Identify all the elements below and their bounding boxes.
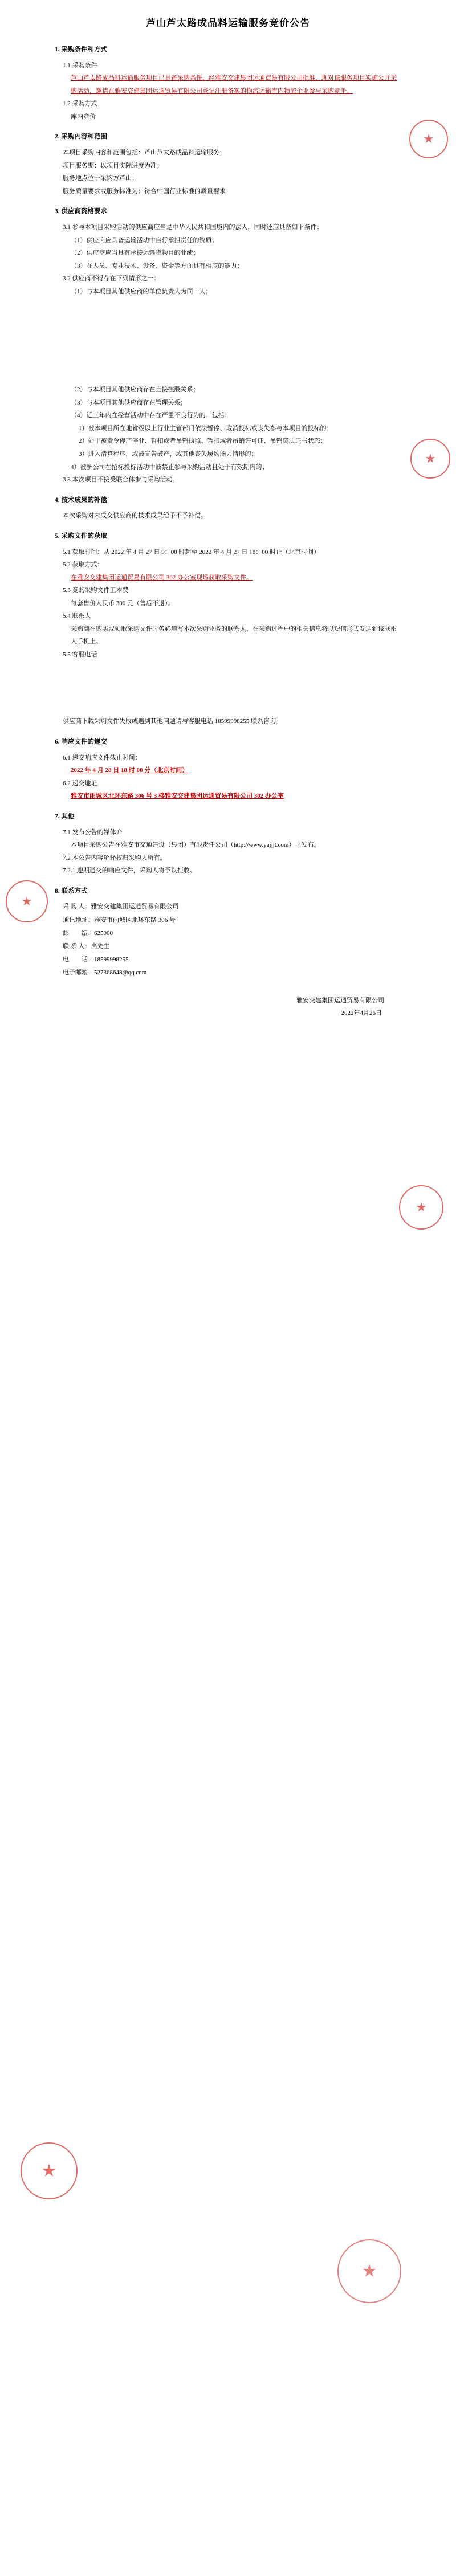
section-item: 2）处于被责令停产停业、暂扣或者吊销执照、暂扣或者吊销许可证、吊销资质证书状态； [79,438,327,445]
contact-email: 电子邮箱：527368648@qq.com [63,969,147,976]
section-item: 5.5 客服电话 [63,651,97,658]
section-heading: 1. 采购条件和方式 [55,46,107,53]
section-scope [55,131,401,198]
contact-postcode: 邮 编：625000 [63,929,113,937]
section-item: （2）供应商应当具有承接运输货物目的业绩； [71,250,199,257]
section-procurement-conditions [55,44,401,123]
submission-address: 雅安市雨城区北环东路 306 号 3 楼雅安交建集团运通贸易有限公司 302 办公室 [71,793,284,800]
section-item: 1.2 采购方式 [63,100,97,108]
section-item: 5.4 联系人 [63,613,91,620]
section-heading: 4. 技术成果的补偿 [55,496,107,504]
section-item: 项目服务期：以项目实际进度为准； [63,162,163,169]
red-seal-icon [399,1185,443,1230]
red-seal-icon [337,2239,401,2303]
section-item: （3）在人员、专业技术、设备、资金等方面具有相应的能力； [71,262,243,270]
signature-org: 雅安交建集团运通贸易有限公司 [296,997,384,1005]
section-item: 6.1 递交响应文件截止时间： [63,754,141,761]
section-submission [55,736,401,803]
section-heading: 6. 响应文件的递交 [55,738,107,746]
page-gap [55,298,401,383]
section-item: 服务地点位于采购方芦山； [63,175,138,182]
section-supplier-qualification [55,206,401,486]
section-item: （1）供应商应具备运输活动中自行承担责任的资质； [71,236,218,244]
star-icon: ★ [423,132,434,146]
page-title: 芦山芦太路成品料运输服务竞价公告 [146,18,310,28]
section-item: 服务质量要求或服务标准为：符合中国行业标准的质量要求 [63,187,226,195]
star-icon: ★ [425,451,436,466]
section-item: 库内竞价 [71,113,96,120]
contact-person: 联 系 人：高先生 [63,942,110,950]
customer-service-note: 供应商下载采购文件失败或遇到其他问题请与客服电话 18599998255 联系咨询。 [63,718,282,725]
section-item: 1）被本项目所在地省级以上行业主管部门依法暂停、取消投标或丧失参与本项目的投标的； [79,424,333,432]
section-item: 本项目采购公告在雅安市交通建设（集团）有限责任公司（http://www.yajjjt.com）上发布。 [71,842,320,849]
section-item: 7.2 本公告内容解释权归采购人所有。 [63,854,166,862]
section-item: 在雅安交建集团运通贸易有限公司 302 办公室现场获取采购文件。 [71,574,253,581]
star-icon: ★ [416,1200,427,1214]
contact-purchaser: 采 购 人：雅安交建集团运通贸易有限公司 [63,903,179,911]
star-icon: ★ [361,2261,377,2281]
red-seal-icon [409,120,448,158]
section-item: 3.3 本次项目不接受联合体参与采购活动。 [63,476,179,484]
section-item: 4）被酬公司在招标投标活动中被禁止参与采购活动且处于有效期内的； [71,463,268,471]
section-item: 每套售价人民币 300 元（售后不退）。 [71,599,174,607]
section-heading: 5. 采购文件的获取 [55,532,107,540]
section-item: 7.1 发布公告的媒体介 [63,828,123,836]
section-item: 1.1 采购条件 [63,62,97,69]
page-gap [55,661,401,715]
section-item: 本项目采购内容和范围包括：芦山芦太路成品料运输服务； [63,149,226,157]
red-seal-icon [21,2142,78,2199]
section-item: （4）近三年内在经营活动中存在严重不良行为的。包括： [71,412,231,419]
section-item: 采购商在购买或领取采购文件时务必填写本次采购业务的联系人，在采购过程中的相关信息将以短信形式发送到该联系人手机上。 [71,625,397,646]
section-item: 本次采购对未成交供应商的技术成果给予不予补偿。 [63,512,207,520]
section-item: 7.2.1 迎期通交的响应文件，采购人将予以拒收。 [63,867,196,875]
section-item: （3）与本项目其他供应商存在管理关系； [71,399,187,406]
signature-date: 2022年4月26日 [341,1010,382,1017]
section-item: 6.2 递交地址 [63,779,97,787]
section-compensation [55,495,401,522]
star-icon: ★ [21,894,32,908]
contact-address: 通讯地址：雅安市雨城区北环东路 306 号 [63,916,176,924]
red-seal-icon [6,880,48,922]
red-seal-icon [410,439,450,479]
section-item: 芦山芦太路成品料运输服务项目已具备采购条件，经雅安交建集团运通贸易有限公司批准，现对该服务项目实施公开采购活动，邀请在雅安交建集团运通贸易有限公司登记注册备案的物流运输库内物流企业参与采购竞争。 [71,75,397,95]
contact-phone: 电 话：18599998255 [63,956,129,963]
submission-deadline: 2022 年 4 月 28 日 18 时 00 分（北京时间） [71,767,189,774]
section-heading: 3. 供应商资格要求 [55,208,107,215]
signature-block [55,994,401,1019]
section-item: 5.3 竞购采购文件工本费 [63,587,129,594]
section-heading: 8. 联系方式 [55,887,88,895]
section-document-acquisition [55,530,401,662]
section-item: 3.1 参与本项目采购活动的供应商应当是中华人民共和国境内的法人，同时还应具备如下条件： [63,223,323,231]
section-contact [55,885,401,979]
section-heading: 7. 其他 [55,813,75,820]
section-item: 3.2 供应商不得存在下列情形之一： [63,275,160,283]
section-item: 5.1 获取时间：从 2022 年 4 月 27 日 9：00 时起至 2022 年 4 月 27 日 18：00 时止（北京时间） [63,548,320,556]
section-heading: 2. 采购内容和范围 [55,133,107,141]
section-item: 5.2 获取方式： [63,561,104,569]
section-item: （2）与本项目其他供应商存在直接控股关系； [71,386,199,394]
section-other [55,811,401,877]
section-item: （1）与本项目其他供应商的单位负责人为同一人； [71,288,212,295]
section-item: 3）进入清算程序，或被宣告破产，或其他丧失履约能力情形的； [79,451,258,458]
star-icon: ★ [41,2161,57,2181]
